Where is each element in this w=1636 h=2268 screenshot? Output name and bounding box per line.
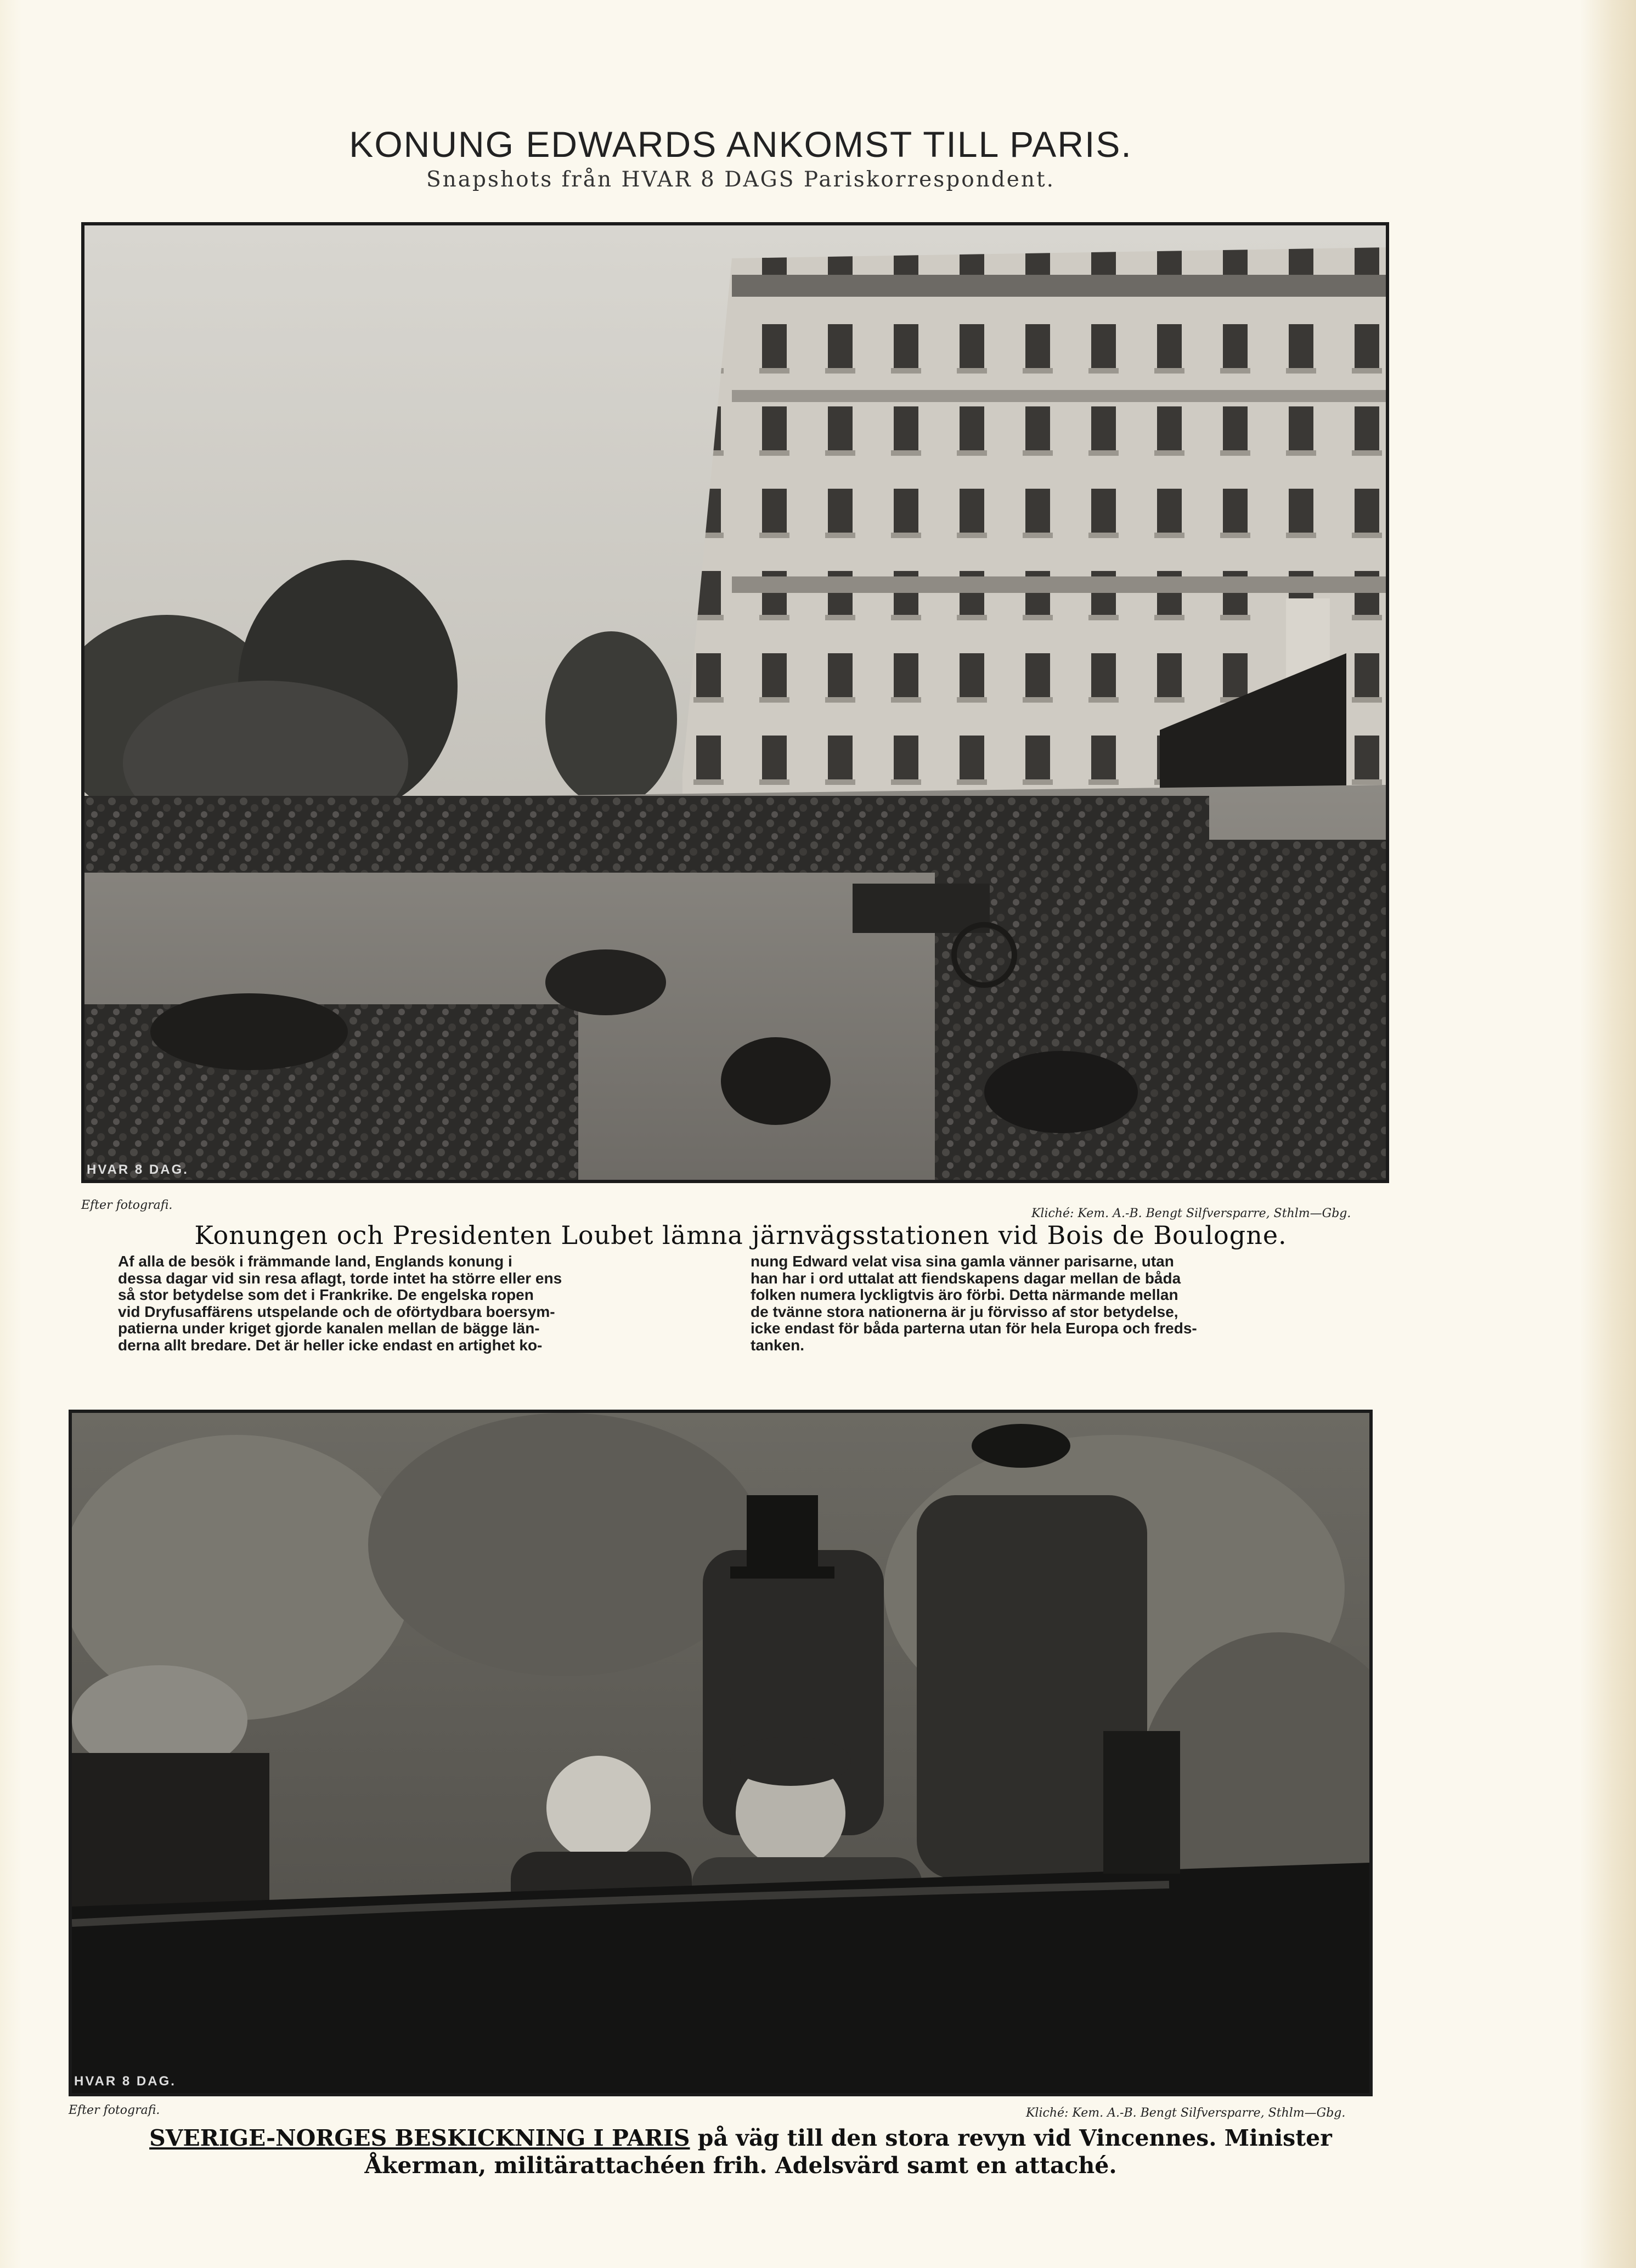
article-line: dessa dagar vid sin resa aflagt, torde intet ha större eller ens (118, 1269, 562, 1287)
article-line: patierna under kriget gjorde kanalen mellan de bägge län- (118, 1320, 540, 1337)
photo-caption: Konungen och Presidenten Loubet lämna järnvägsstationen vid Bois de Boulogne. (194, 1220, 1287, 1250)
article-line: icke endast för båda parterna utan för hela Europa och freds- (751, 1320, 1197, 1337)
photo-watermark: HVAR 8 DAG. (87, 1162, 189, 1177)
photo-kings-arrival (81, 222, 1389, 1183)
caption-rest: på väg till den stora revyn vid Vincennes. Minister (690, 2125, 1332, 2151)
caption-line (0, 2124, 1481, 2152)
page-subtitle: Snapshots från HVAR 8 DAGS Pariskorrespondent. (426, 167, 1056, 192)
article-line: derna allt bredare. Det är heller icke endast en artighet ko- (118, 1336, 543, 1354)
article-line: Af alla de besök i främmande land, Englands konung i (118, 1253, 512, 1270)
caption-line: Åkerman, militärattachéen frih. Adelsvärd samt en attaché. (364, 2152, 1117, 2179)
photo-credit-right: Kliché: Kem. A.-B. Bengt Silfversparre, Sthlm—Gbg. (1031, 1207, 1351, 1220)
photo-delegation-carriage-image (72, 1413, 1369, 2093)
page-title: KONUNG EDWARDS ANKOMST TILL PARIS. (349, 124, 1132, 165)
photo-credit-left: Efter fotografi. (69, 2103, 160, 2117)
article-line: så stor betydelse som det i Frankrike. De engelska ropen (118, 1286, 534, 1303)
article-line: de tvänne stora nationerna är ju förvisso af stor betydelse, (751, 1303, 1178, 1320)
photo-watermark: HVAR 8 DAG. (74, 2074, 176, 2089)
article-line: nung Edward velat visa sina gamla vänner parisarne, utan (751, 1253, 1174, 1270)
article-column-left (118, 1253, 699, 1354)
photo-credit-left: Efter fotografi. (81, 1198, 173, 1212)
photo-delegation-carriage (69, 1410, 1373, 2096)
photo-credit-right: Kliché: Kem. A.-B. Bengt Silfversparre, Sthlm—Gbg. (1026, 2106, 1346, 2120)
article-line: folken numera lyckligtvis äro förbi. Detta närmande mellan (751, 1286, 1178, 1303)
article-line: han har i ord uttalat att fiendskapens dagar mellan de båda (751, 1269, 1181, 1287)
article-line: tanken. (751, 1336, 805, 1354)
article-line: vid Dryfusaffärens utspelande och de oförtydbara boersym- (118, 1303, 555, 1320)
photo-kings-arrival-image (84, 225, 1386, 1180)
caption-lead: SVERIGE-NORGES BESKICKNING I PARIS (149, 2125, 690, 2151)
photo-caption (0, 2124, 1481, 2179)
article-column-right (751, 1253, 1381, 1354)
